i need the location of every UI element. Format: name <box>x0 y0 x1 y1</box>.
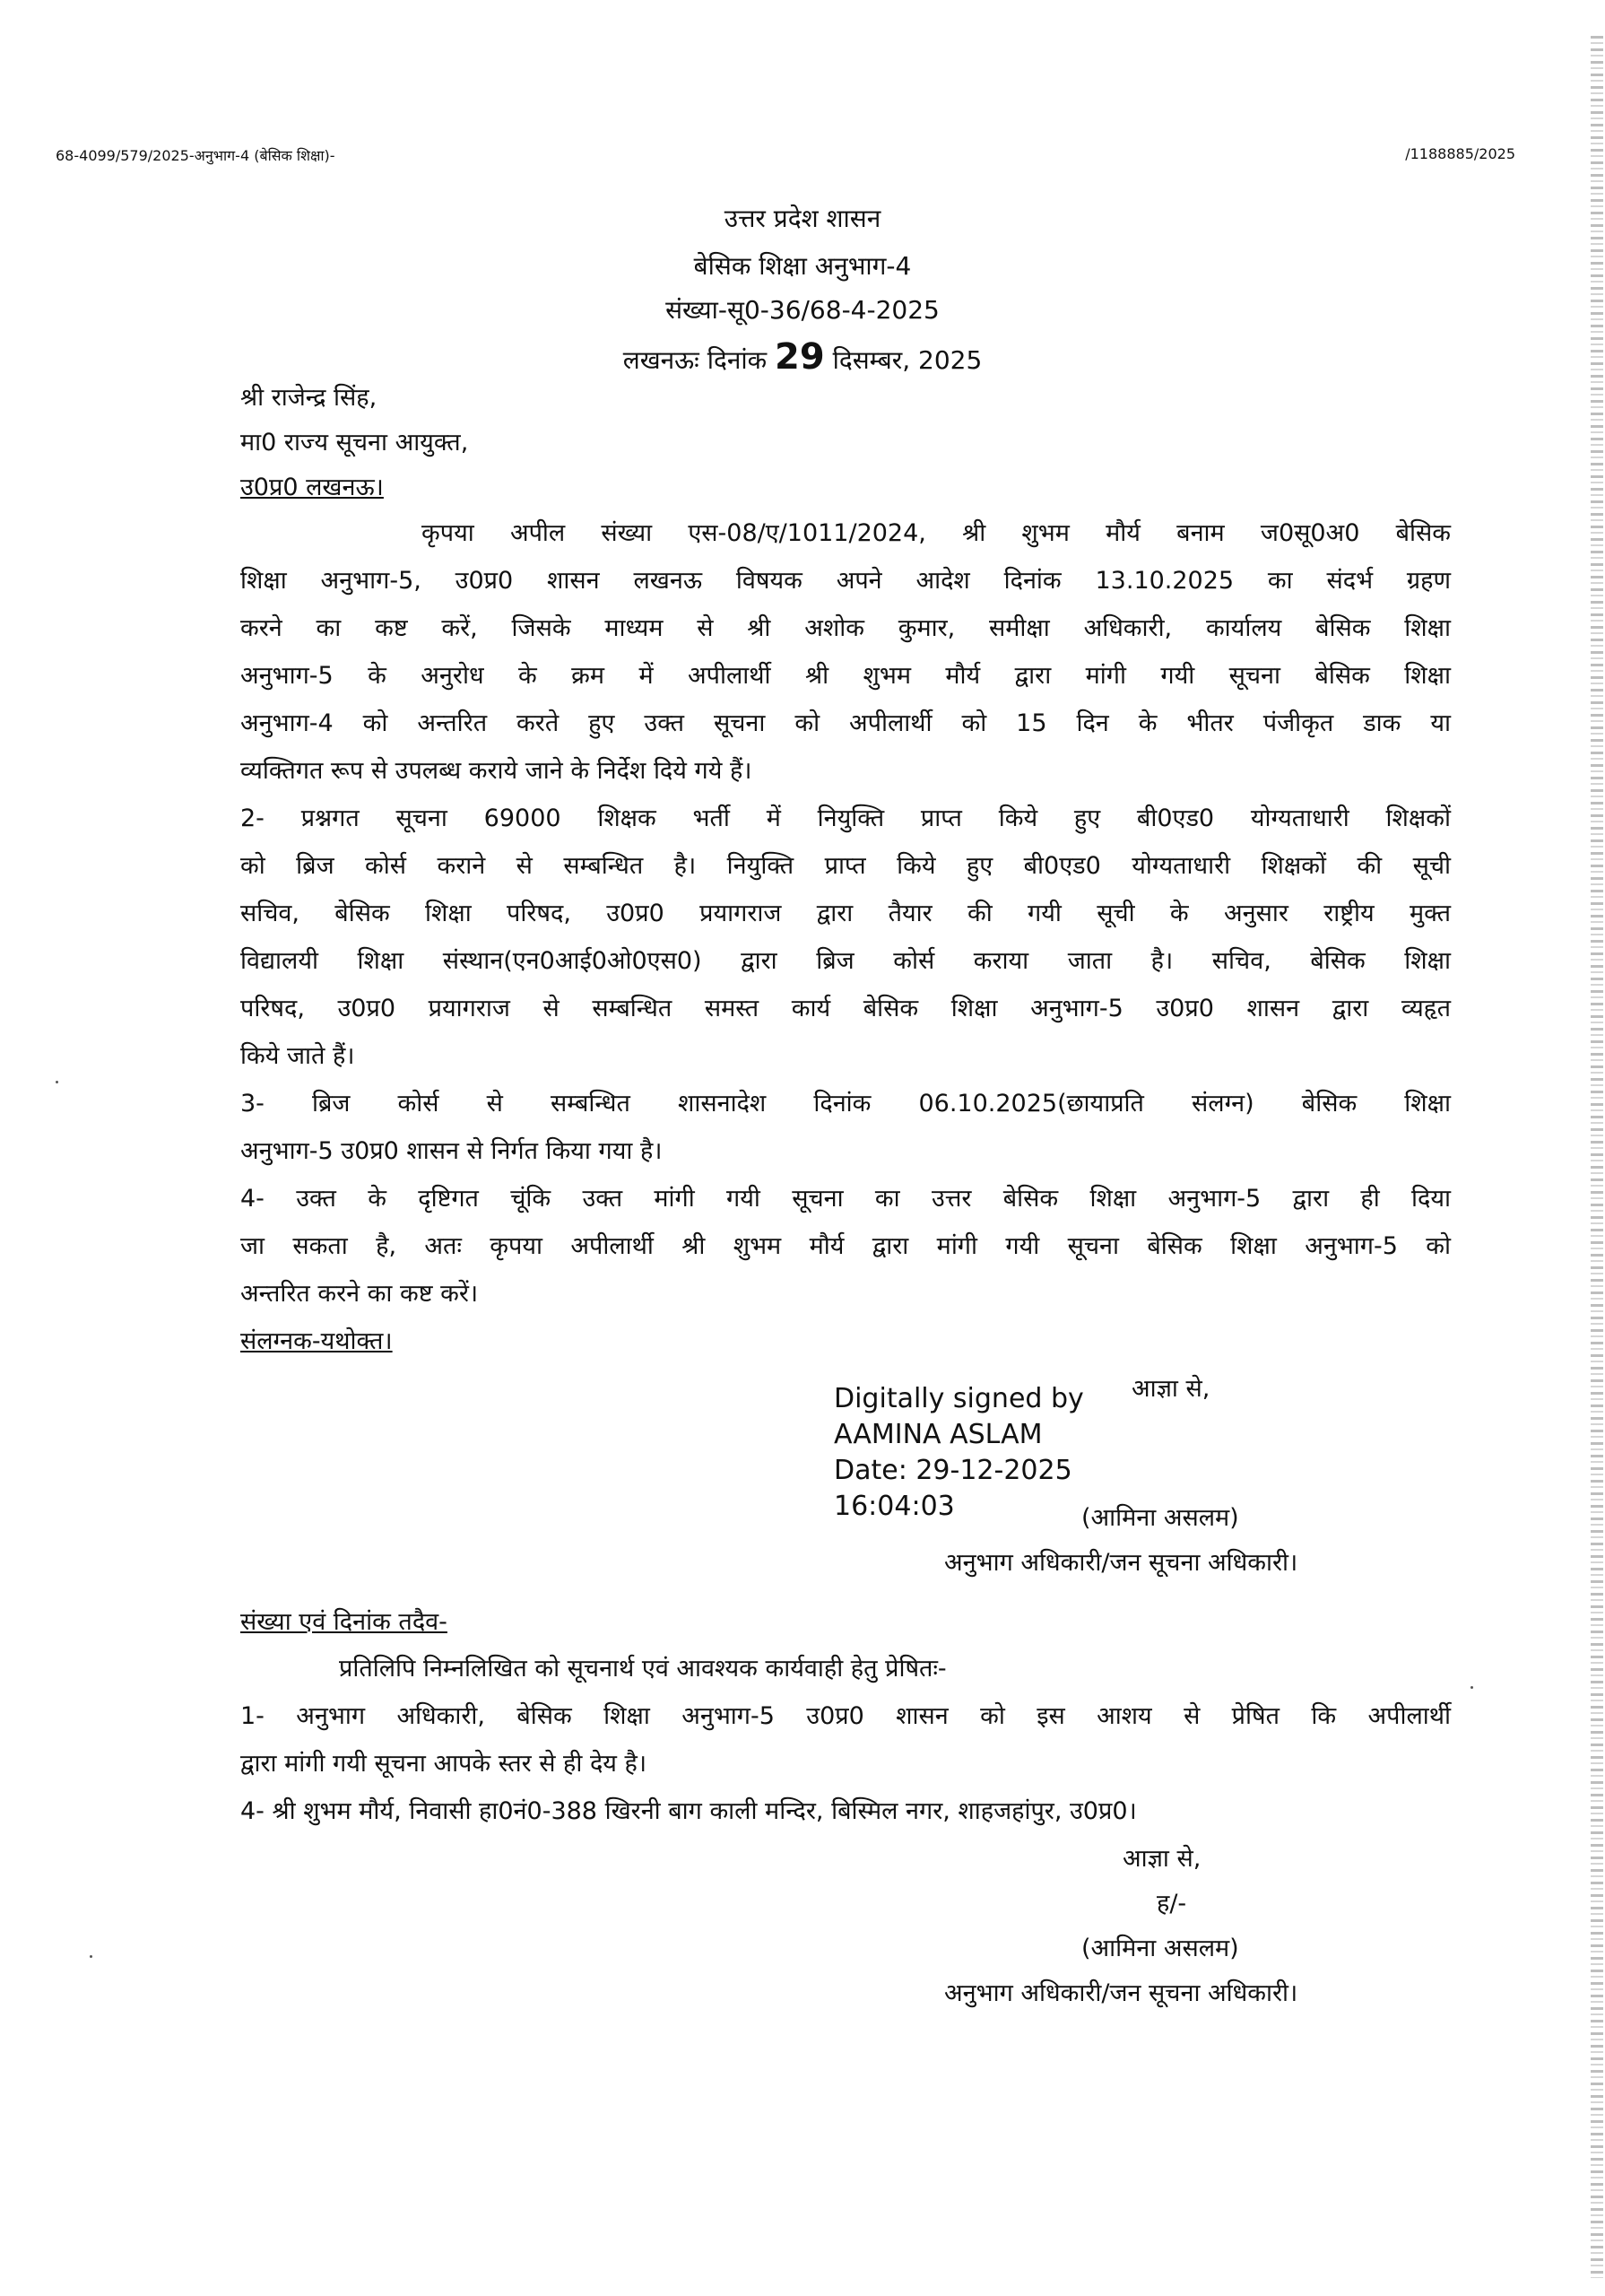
para3-line: 3- ब्रिज कोर्स से सम्बन्धित शासनादेश दिनांक 06.10.2025(छायाप्रति संलग्न) बेसिक शिक्षा <box>240 1090 1451 1118</box>
file-number: /1188885/2025 <box>1405 145 1515 162</box>
copy-signed-mark: ह/- <box>1157 1890 1187 1918</box>
para2-line: किये जाते हैं। <box>240 1042 355 1070</box>
para1-line: अनुभाग-5 के अनुरोध के क्रम में अपीलार्थी श्री शुभम मौर्य द्वारा मांगी गयी सूचना बेसिक शिक्षा <box>240 662 1451 690</box>
para2-line: सचिव, बेसिक शिक्षा परिषद, उ0प्र0 प्रयागराज द्वारा तैयार की गयी सूची के अनुसार राष्ट्रीय मुक्त <box>240 900 1451 927</box>
copy-signatory-designation: अनुभाग अधिकारी/जन सूचना अधिकारी। <box>944 1979 1298 2007</box>
copy-item-1-line: द्वारा मांगी गयी सूचना आपके स्तर से ही देय है। <box>240 1750 647 1778</box>
signatory-designation: अनुभाग अधिकारी/जन सूचना अधिकारी। <box>944 1549 1298 1577</box>
para2-line: विद्यालयी शिक्षा संस्थान(एन0आई0ओ0एस0) द्वारा ब्रिज कोर्स कराया जाता है। सचिव, बेसिक शिक्षा <box>240 947 1451 975</box>
para4-line: 4- उक्त के दृष्टिगत चूंकि उक्त मांगी गयी सूचना का उत्तर बेसिक शिक्षा अनुभाग-5 द्वारा ही दिया <box>240 1185 1451 1213</box>
para4-line: अन्तरित करने का कष्ट करें। <box>240 1280 479 1308</box>
digital-sign-date: Date: 29-12-2025 <box>834 1455 1072 1486</box>
copy-item-2: 4- श्री शुभम मौर्य, निवासी हा0नं0-388 खिरनी बाग काली मन्दिर, बिस्मिल नगर, शाहजहांपुर, उ0प्र0। <box>240 1797 1137 1825</box>
date-suffix: दिसम्बर, 2025 <box>832 345 983 375</box>
enclosure-note: संलग्नक-यथोक्त। <box>240 1327 393 1355</box>
date-prefix: लखनऊः दिनांक <box>622 345 768 375</box>
digital-signature-line: Digitally signed by <box>834 1383 1084 1414</box>
para3-line: अनुभाग-5 उ0प्र0 शासन से निर्गत किया गया है। <box>240 1137 663 1165</box>
section-heading: बेसिक शिक्षा अनुभाग-4 <box>693 251 912 281</box>
para1-line: शिक्षा अनुभाग-5, उ0प्र0 शासन लखनऊ विषयक अपने आदेश दिनांक 13.10.2025 का संदर्भ ग्रहण <box>240 567 1451 595</box>
digital-signer-name: AAMINA ASLAM <box>834 1419 1043 1450</box>
copy-by-order: आज्ञा से, <box>1123 1845 1202 1873</box>
copy-heading: संख्या एवं दिनांक तदैव- <box>240 1608 447 1636</box>
digital-sign-time: 16:04:03 <box>834 1491 955 1522</box>
copy-intro: प्रतिलिपि निम्नलिखित को सूचनार्थ एवं आवश्यक कार्यवाही हेतु प्रेषितः- <box>339 1655 947 1683</box>
scan-speck <box>56 1081 58 1083</box>
para1-line: अनुभाग-4 को अन्तरित करते हुए उक्त सूचना को अपीलार्थी को 15 दिन के भीतर पंजीकृत डाक या <box>240 709 1451 737</box>
para2-line: 2- प्रश्नगत सूचना 69000 शिक्षक भर्ती में नियुक्ति प्राप्त किये हुए बी0एड0 योग्यताधारी शिक्षकों <box>240 804 1451 832</box>
by-order-text: आज्ञा से, <box>1132 1375 1210 1403</box>
para1-line: व्यक्तिगत रूप से उपलब्ध कराये जाने के निर्देश दिये गये हैं। <box>240 757 752 785</box>
para1-line: कृपया अपील संख्या एस-08/ए/1011/2024, श्री शुभम मौर्य बनाम ज0सू0अ0 बेसिक <box>421 519 1451 547</box>
letter-number: संख्या-सू0-36/68-4-2025 <box>665 295 940 325</box>
scan-speck <box>90 1955 92 1958</box>
para2-line: को ब्रिज कोर्स कराने से सम्बन्धित है। नियुक्ति प्राप्त किये हुए बी0एड0 योग्यताधारी शिक्षकों की सूची <box>240 852 1451 880</box>
para1-line: करने का कष्ट करें, जिसके माध्यम से श्री अशोक कुमार, समीक्षा अधिकारी, कार्यालय बेसिक शिक्षा <box>240 614 1451 642</box>
copy-item-1-line: 1- अनुभाग अधिकारी, बेसिक शिक्षा अनुभाग-5 उ0प्र0 शासन को इस आशय से प्रेषित कि अपीलार्थी <box>240 1702 1451 1730</box>
digital-signature-block <box>834 1381 1084 1525</box>
govt-heading: उत्तर प्रदेश शासन <box>724 204 881 233</box>
date-day-handwritten: 29 <box>775 336 825 378</box>
para2-line: परिषद, उ0प्र0 प्रयागराज से सम्बन्धित समस्त कार्य बेसिक शिक्षा अनुभाग-5 उ0प्र0 शासन द्वारा व्यहृत <box>240 995 1451 1022</box>
addressee-place: उ0प्र0 लखनऊ। <box>240 474 384 501</box>
addressee-designation: मा0 राज्य सूचना आयुक्त, <box>240 429 469 457</box>
addressee-name: श्री राजेन्द्र सिंह, <box>240 384 377 412</box>
para4-line: जा सकता है, अतः कृपया अपीलार्थी श्री शुभम मौर्य द्वारा मांगी गयी सूचना बेसिक शिक्षा अनुभाग-5 को <box>240 1232 1451 1260</box>
file-reference: 68-4099/579/2025-अनुभाग-4 (बेसिक शिक्षा)- <box>56 147 335 164</box>
letter-date <box>0 336 1605 378</box>
signatory-name: (आमिना असलम) <box>1081 1504 1239 1532</box>
scan-speck <box>1471 1686 1473 1689</box>
copy-signatory-name: (आमिना असलम) <box>1081 1935 1239 1962</box>
